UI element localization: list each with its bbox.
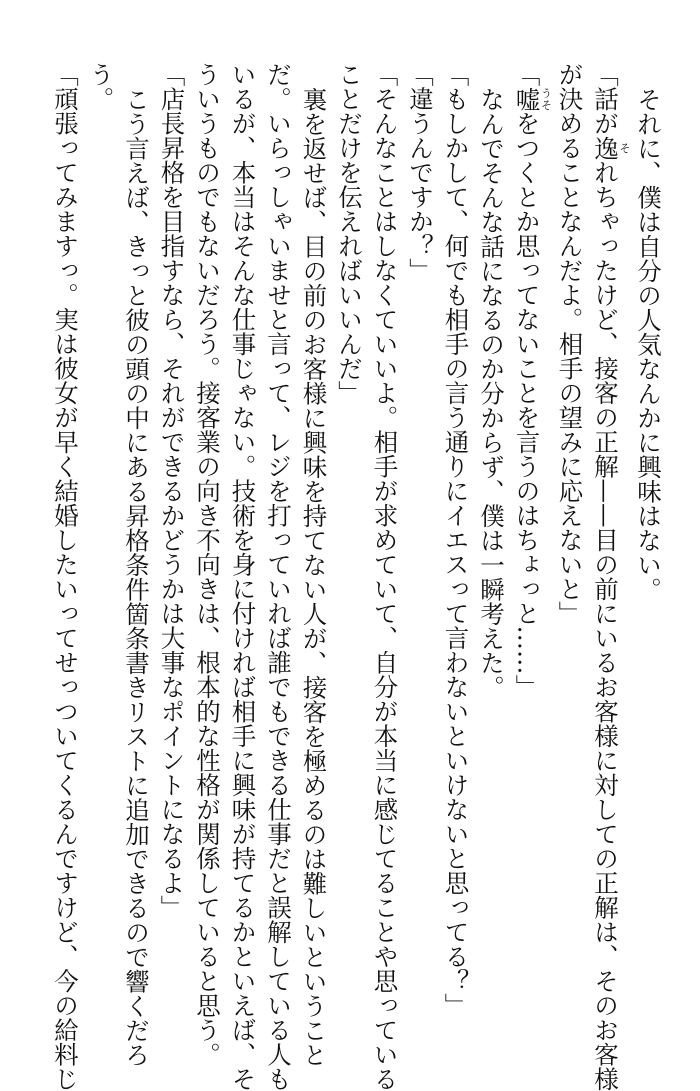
text-line-5: なんでそんな話になるのか分からず、僕は一瞬考えた。 [477,86,506,699]
vertical-text-body [26,62,666,1091]
text-line-3: が決めることなんだよ。相手の望みに応えないと」 [555,62,585,626]
text-line-12: いるが、本当はそんな仕事じゃない。技術を身に付ければ相手に興味が持てるかといえば、そ [228,62,258,1091]
ruby-so: 逸そ [591,135,631,160]
text-line-1: それに、僕は自分の人気なんかに興味はない。 [634,86,663,601]
text-line-14: 「店長昇格を目指すなら、それができるかどうかは大事なポイントになるよ」 [157,62,187,920]
text-line-6: 「もしかして、何でも相手の言う通りにイエスって言わないといけないと思ってる？」 [441,62,471,1018]
text-line-16: う。 [86,62,116,111]
ruby-uso: 嘘うそ [512,86,553,111]
text-line-11: だ。いらっしゃいませと言って、レジを打っていれば誰でもできる仕事だと誤解している人も [264,62,293,1091]
text-line-7: 「違うんですか？」 [406,62,435,283]
text-line-17: 「頑張ってみますっ。実は彼女が早く結婚したいってせっついてくるんですけど、今の給料じ [51,62,80,1091]
text-line-4: 「嘘うそをつくとか思ってないことを言うのはちょっと……」 [512,62,553,699]
text-line-9: ことだけを伝えればいいんだ」 [335,62,364,405]
text-line-15: こう言えば、きっと彼の頭の中にある昇格条件箇条書きリストに追加できるので響くだろ [122,86,151,1067]
text-line-8: 「そんなことはしなくていいよ。相手が求めていて、自分が本当に感じてることや思っている [370,62,400,1091]
text-line-13: ういうものでもないだろう。接客業の向き不向きは、根本的な性格が関係していると思う。 [193,62,222,1067]
text-line-10: 裏を返せば、目の前のお客様に興味を持てない人が、接客を極めるのは難しいということ [299,86,329,1067]
text-line-2: 「話が逸それちゃったけど、接客の正解——目の前にいるお客様に対しての正解は、そのお客様 [591,62,631,1091]
